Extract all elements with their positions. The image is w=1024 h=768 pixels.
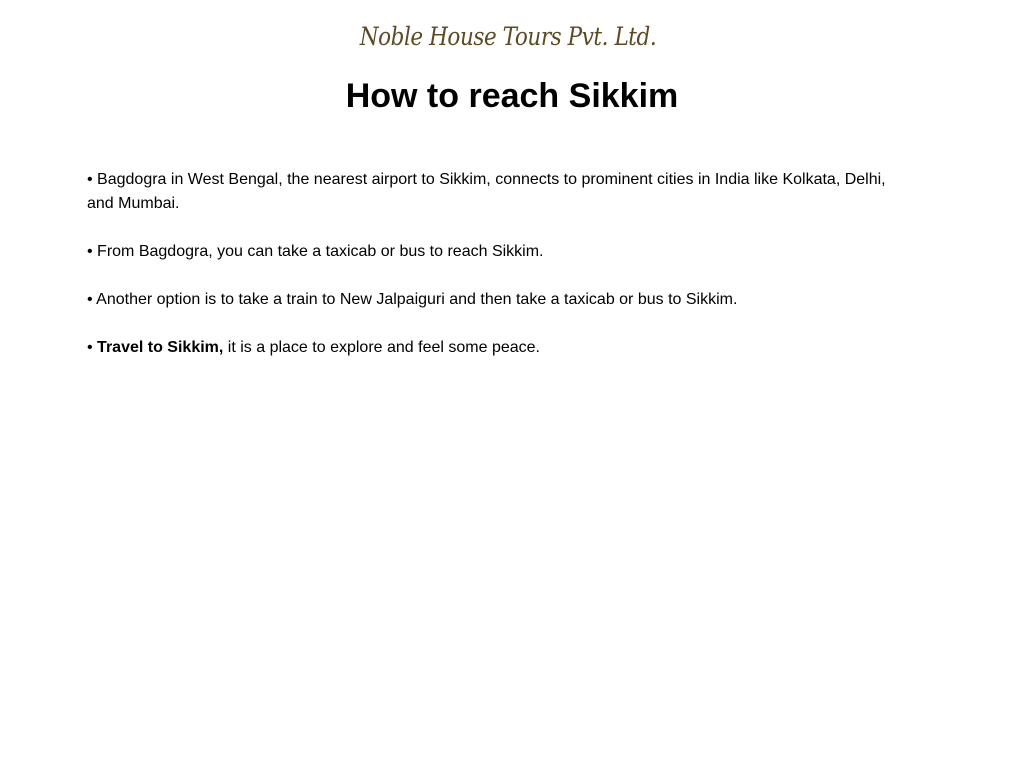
company-name: Noble House Tours Pvt. Ltd. <box>359 22 657 51</box>
bullet-text: it is a place to explore and feel some peace. <box>223 339 540 356</box>
page-title: How to reach Sikkim <box>345 77 679 115</box>
bullet-dot-icon: • <box>87 243 93 260</box>
bullet-dot-icon: • <box>87 171 93 188</box>
bullet-dot-icon: • <box>87 291 93 308</box>
bullet-dot-icon: • <box>87 339 93 356</box>
bullet-item <box>87 288 887 312</box>
bullet-list <box>87 168 887 384</box>
bullet-item <box>87 168 887 216</box>
bullet-item <box>87 336 887 360</box>
bullet-bold-text: Travel to Sikkim, <box>92 339 224 356</box>
bullet-text: From Bagdogra, you can take a taxicab or bus to reach Sikkim. <box>92 243 544 260</box>
bullet-text: Bagdogra in West Bengal, the nearest airport to Sikkim, connects to prominent cities in India like Kolkata, Delhi, and Mumbai. <box>87 171 886 212</box>
bullet-item <box>87 240 887 264</box>
bullet-text: Another option is to take a train to New Jalpaiguri and then take a taxicab or bus to Sikkim. <box>92 291 738 308</box>
